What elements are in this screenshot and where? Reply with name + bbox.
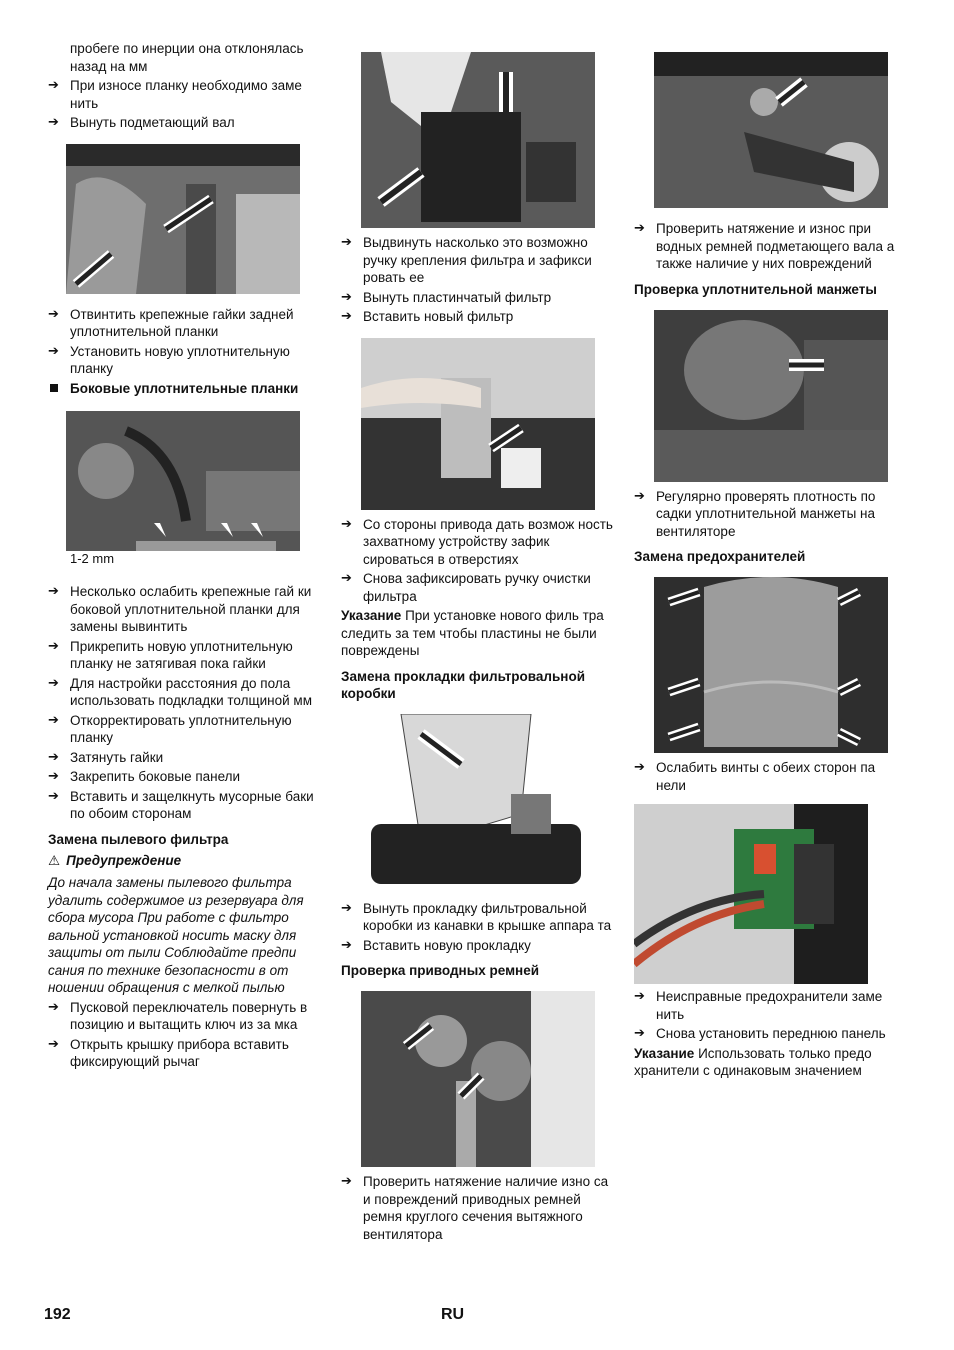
- column-left: [48, 40, 320, 1073]
- step-tighten-nuts: ➔ Затянуть гайки: [48, 749, 320, 767]
- step-unscrew-rear-nuts: ➔ Отвинтить крепежные гайки задней уплотнительной планки: [48, 306, 320, 341]
- figure-filter-install: [361, 338, 595, 510]
- step-reinstall-front-panel: ➔ Снова установить переднюю панель: [634, 1025, 906, 1043]
- heading-filter-box-gasket: Замена прокладки фильтровальной коробки: [341, 668, 586, 701]
- figure-side-seal-strips: [66, 411, 300, 571]
- step-fix-side-panels: ➔ Закрепить боковые панели: [48, 768, 320, 786]
- step-remove-sweeper-roller: ➔ Вынуть подметающий вал: [48, 114, 320, 132]
- step-replace-worn-strip: ➔ При износе планку необходимо заме нить: [48, 77, 320, 112]
- note-fuses: [634, 1045, 906, 1080]
- step-check-cuff-fit: ➔ Регулярно проверять плотность по садки уплотнительной манжеты на вентиляторе: [634, 488, 906, 541]
- step-use-shims: ➔ Для настройки расстояния до пола использовать подкладки толщиной мм: [48, 675, 320, 710]
- figure-front-panel: [654, 577, 888, 753]
- figure-filter-box-gasket: [361, 714, 595, 892]
- column-right: [634, 40, 906, 1082]
- step-turn-key-switch: ➔ Пусковой переключатель повернуть в позицию и вытащить ключ из за мка: [48, 999, 320, 1034]
- figure-filter-handle: [361, 52, 595, 228]
- continued-text: пробеге по инерции она отклонялась назад на мм: [70, 41, 304, 74]
- step-install-new-strip: ➔ Установить новую уплотнительную планку: [48, 343, 320, 378]
- heading-dust-filter-replacement: Замена пылевого фильтра: [48, 831, 229, 847]
- step-remove-panel-filter: ➔ Вынуть пластинчатый фильтр: [341, 289, 613, 307]
- step-engage-gripper: ➔ Со стороны привода дать возмож ность захватному устройству зафик сироваться в отверстиях: [341, 516, 613, 569]
- note-label: Указание: [341, 608, 402, 623]
- figure-fuse-board: [634, 804, 868, 984]
- note-text: При установке нового филь тра следить за тем чтобы пластины не были повреждены: [341, 608, 604, 658]
- figure-sweeper-belts: [654, 52, 888, 208]
- note-label: Указание: [634, 1045, 695, 1061]
- note-filter: [341, 607, 613, 660]
- figure-gap-label: 1-2 mm: [70, 551, 115, 566]
- figure-seal-cuff: [654, 310, 888, 482]
- step-remove-gasket: ➔ Вынуть прокладку фильтровальной коробки из канавки в крышке аппара та: [341, 900, 613, 935]
- heading-fuse-replacement: Замена предохранителей: [634, 549, 806, 564]
- step-adjust-strip: ➔ Откорректировать уплотнительную планку: [48, 712, 320, 747]
- step-check-drive-belts: ➔ Проверить натяжение наличие изно са и повреждений приводных ремней ремня круглого сечения вытяжного вентилятора: [341, 1173, 613, 1243]
- page-number: 192: [44, 1306, 71, 1323]
- step-loosen-side-nuts: ➔ Несколько ослабить крепежные гай ки боковой уплотнительной планки для замены вывинтить: [48, 583, 320, 636]
- figure-drive-belts: [361, 991, 595, 1167]
- figure-rear-seal-strip: [66, 144, 300, 294]
- step-insert-new-gasket: ➔ Вставить новую прокладку: [341, 937, 613, 955]
- warning-label: Предупреждение: [66, 852, 182, 868]
- step-insert-waste-bins: ➔ Вставить и защелкнуть мусорные баки по обоим сторонам: [48, 788, 320, 823]
- heading-seal-cuff-check: Проверка уплотнительной манжеты: [634, 281, 877, 297]
- step-check-sweeper-belts: ➔ Проверить натяжение и износ при водных ремней подметающего вала а также наличие у них повреждений: [634, 220, 906, 273]
- heading-drive-belts-check: Проверка приводных ремней: [341, 963, 540, 978]
- step-attach-new-side-strip: ➔ Прикрепить новую уплотнительную планку не затягивая пока гайки: [48, 638, 320, 673]
- step-pull-filter-handle: ➔ Выдвинуть насколько это возможно ручку крепления фильтра и зафикси ровать ее: [341, 234, 613, 287]
- step-open-lid: ➔ Открыть крышку прибора вставить фиксирующий рычаг: [48, 1036, 320, 1071]
- note-text: Использовать только предо хранители с одинаковым значением: [634, 1045, 872, 1078]
- warning-text: До начала замены пылевого фильтра удалить содержимое из резервуара для сбора мусора При работе с фильтро вальной установкой носить маску для защиты от пыли Соблюдайте предпи сания по технике безопасности в от ношении обращения с мелкой пылью: [48, 875, 304, 995]
- warning-icon: ⚠: [48, 852, 61, 869]
- warning-title: [48, 852, 320, 871]
- column-middle: [341, 40, 613, 1245]
- step-fix-cleaning-handle: ➔ Снова зафиксировать ручку очистки фильтра: [341, 570, 613, 605]
- step-loosen-panel-screws: ➔ Ослабить винты с обеих сторон па нели: [634, 759, 906, 794]
- step-insert-new-filter: ➔ Вставить новый фильтр: [341, 308, 613, 326]
- language-code: RU: [441, 1306, 465, 1323]
- step-replace-fuses: ➔ Неисправные предохранители заме нить: [634, 988, 906, 1023]
- section-side-seal-strips: Боковые уплотнительные планки: [48, 380, 320, 398]
